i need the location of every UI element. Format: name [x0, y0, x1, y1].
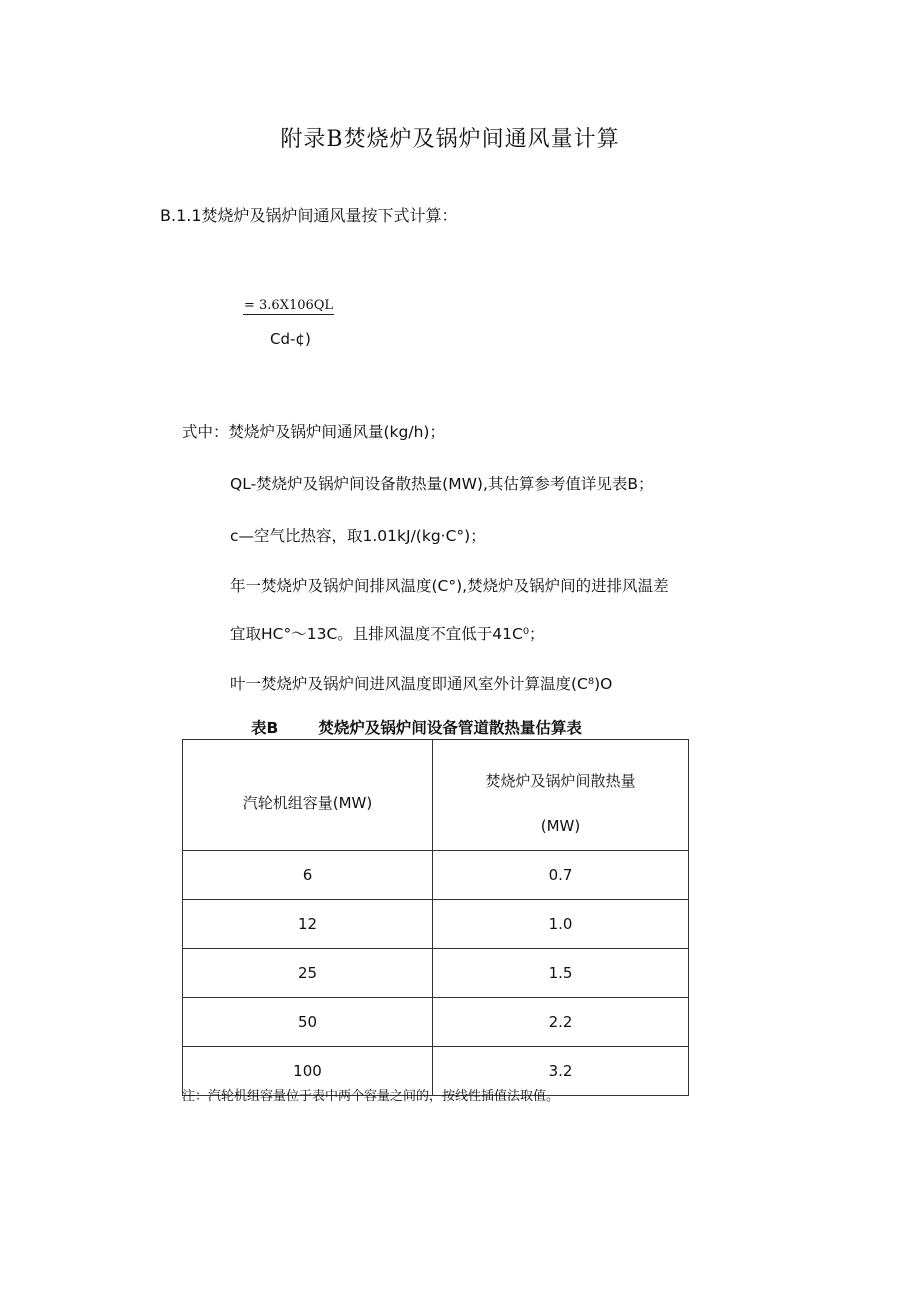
header-capacity: 汽轮机组容量(MW): [183, 740, 433, 851]
table-row: [183, 949, 689, 998]
table-row: [183, 998, 689, 1047]
formula-denominator: Cd-¢): [270, 330, 311, 348]
definition-line: 宜取HC°～13C。且排风温度不宜低于41C⁰；: [230, 625, 545, 643]
cell-heat: 1.5: [433, 949, 689, 998]
cell-capacity: 100: [183, 1047, 433, 1096]
table-note: 注：汽轮机组容量位于表中两个容量之间的，按线性插值法取值。: [182, 1089, 560, 1104]
heat-estimate-table: [182, 739, 689, 1096]
definition-line: 年一焚烧炉及锅炉间排风温度(C°),焚烧炉及锅炉间的进排风温差: [230, 577, 669, 595]
cell-heat: 1.0: [433, 900, 689, 949]
definition-line: 叶一焚烧炉及锅炉间进风温度即通风室外计算温度(C⁸)O: [230, 675, 613, 693]
header-heat-label: 焚烧炉及锅炉间散热量: [485, 771, 636, 790]
cell-capacity: 12: [183, 900, 433, 949]
definition-line: QL-焚烧炉及锅炉间设备散热量(MW),其估算参考值详见表B；: [230, 475, 654, 493]
cell-capacity: 50: [183, 998, 433, 1047]
cell-heat: 2.2: [433, 998, 689, 1047]
table-row: [183, 851, 689, 900]
cell-capacity: 6: [183, 851, 433, 900]
header-heat-unit: (MW): [540, 816, 581, 835]
table-row: [183, 900, 689, 949]
table-caption: [251, 716, 582, 738]
formula-numerator: = 3.6X106QL: [244, 298, 334, 313]
table-caption-title: 焚烧炉及锅炉间设备管道散热量估算表: [318, 719, 582, 737]
table-header-row: [183, 740, 689, 851]
page-title: 附录B焚烧炉及锅炉间通风量计算: [280, 127, 620, 152]
cell-heat: 3.2: [433, 1047, 689, 1096]
section-heading: B.1.1焚烧炉及锅炉间通风量按下式计算：: [160, 206, 458, 225]
cell-heat: 0.7: [433, 851, 689, 900]
cell-capacity: 25: [183, 949, 433, 998]
header-heat: [433, 740, 689, 851]
definition-line: 式中：焚烧炉及锅炉间通风量(kg/h)；: [182, 423, 445, 441]
table-caption-label: 表B: [251, 719, 279, 737]
definition-line: c—空气比热容，取1.01kJ/(kg·C°)；: [230, 527, 486, 545]
